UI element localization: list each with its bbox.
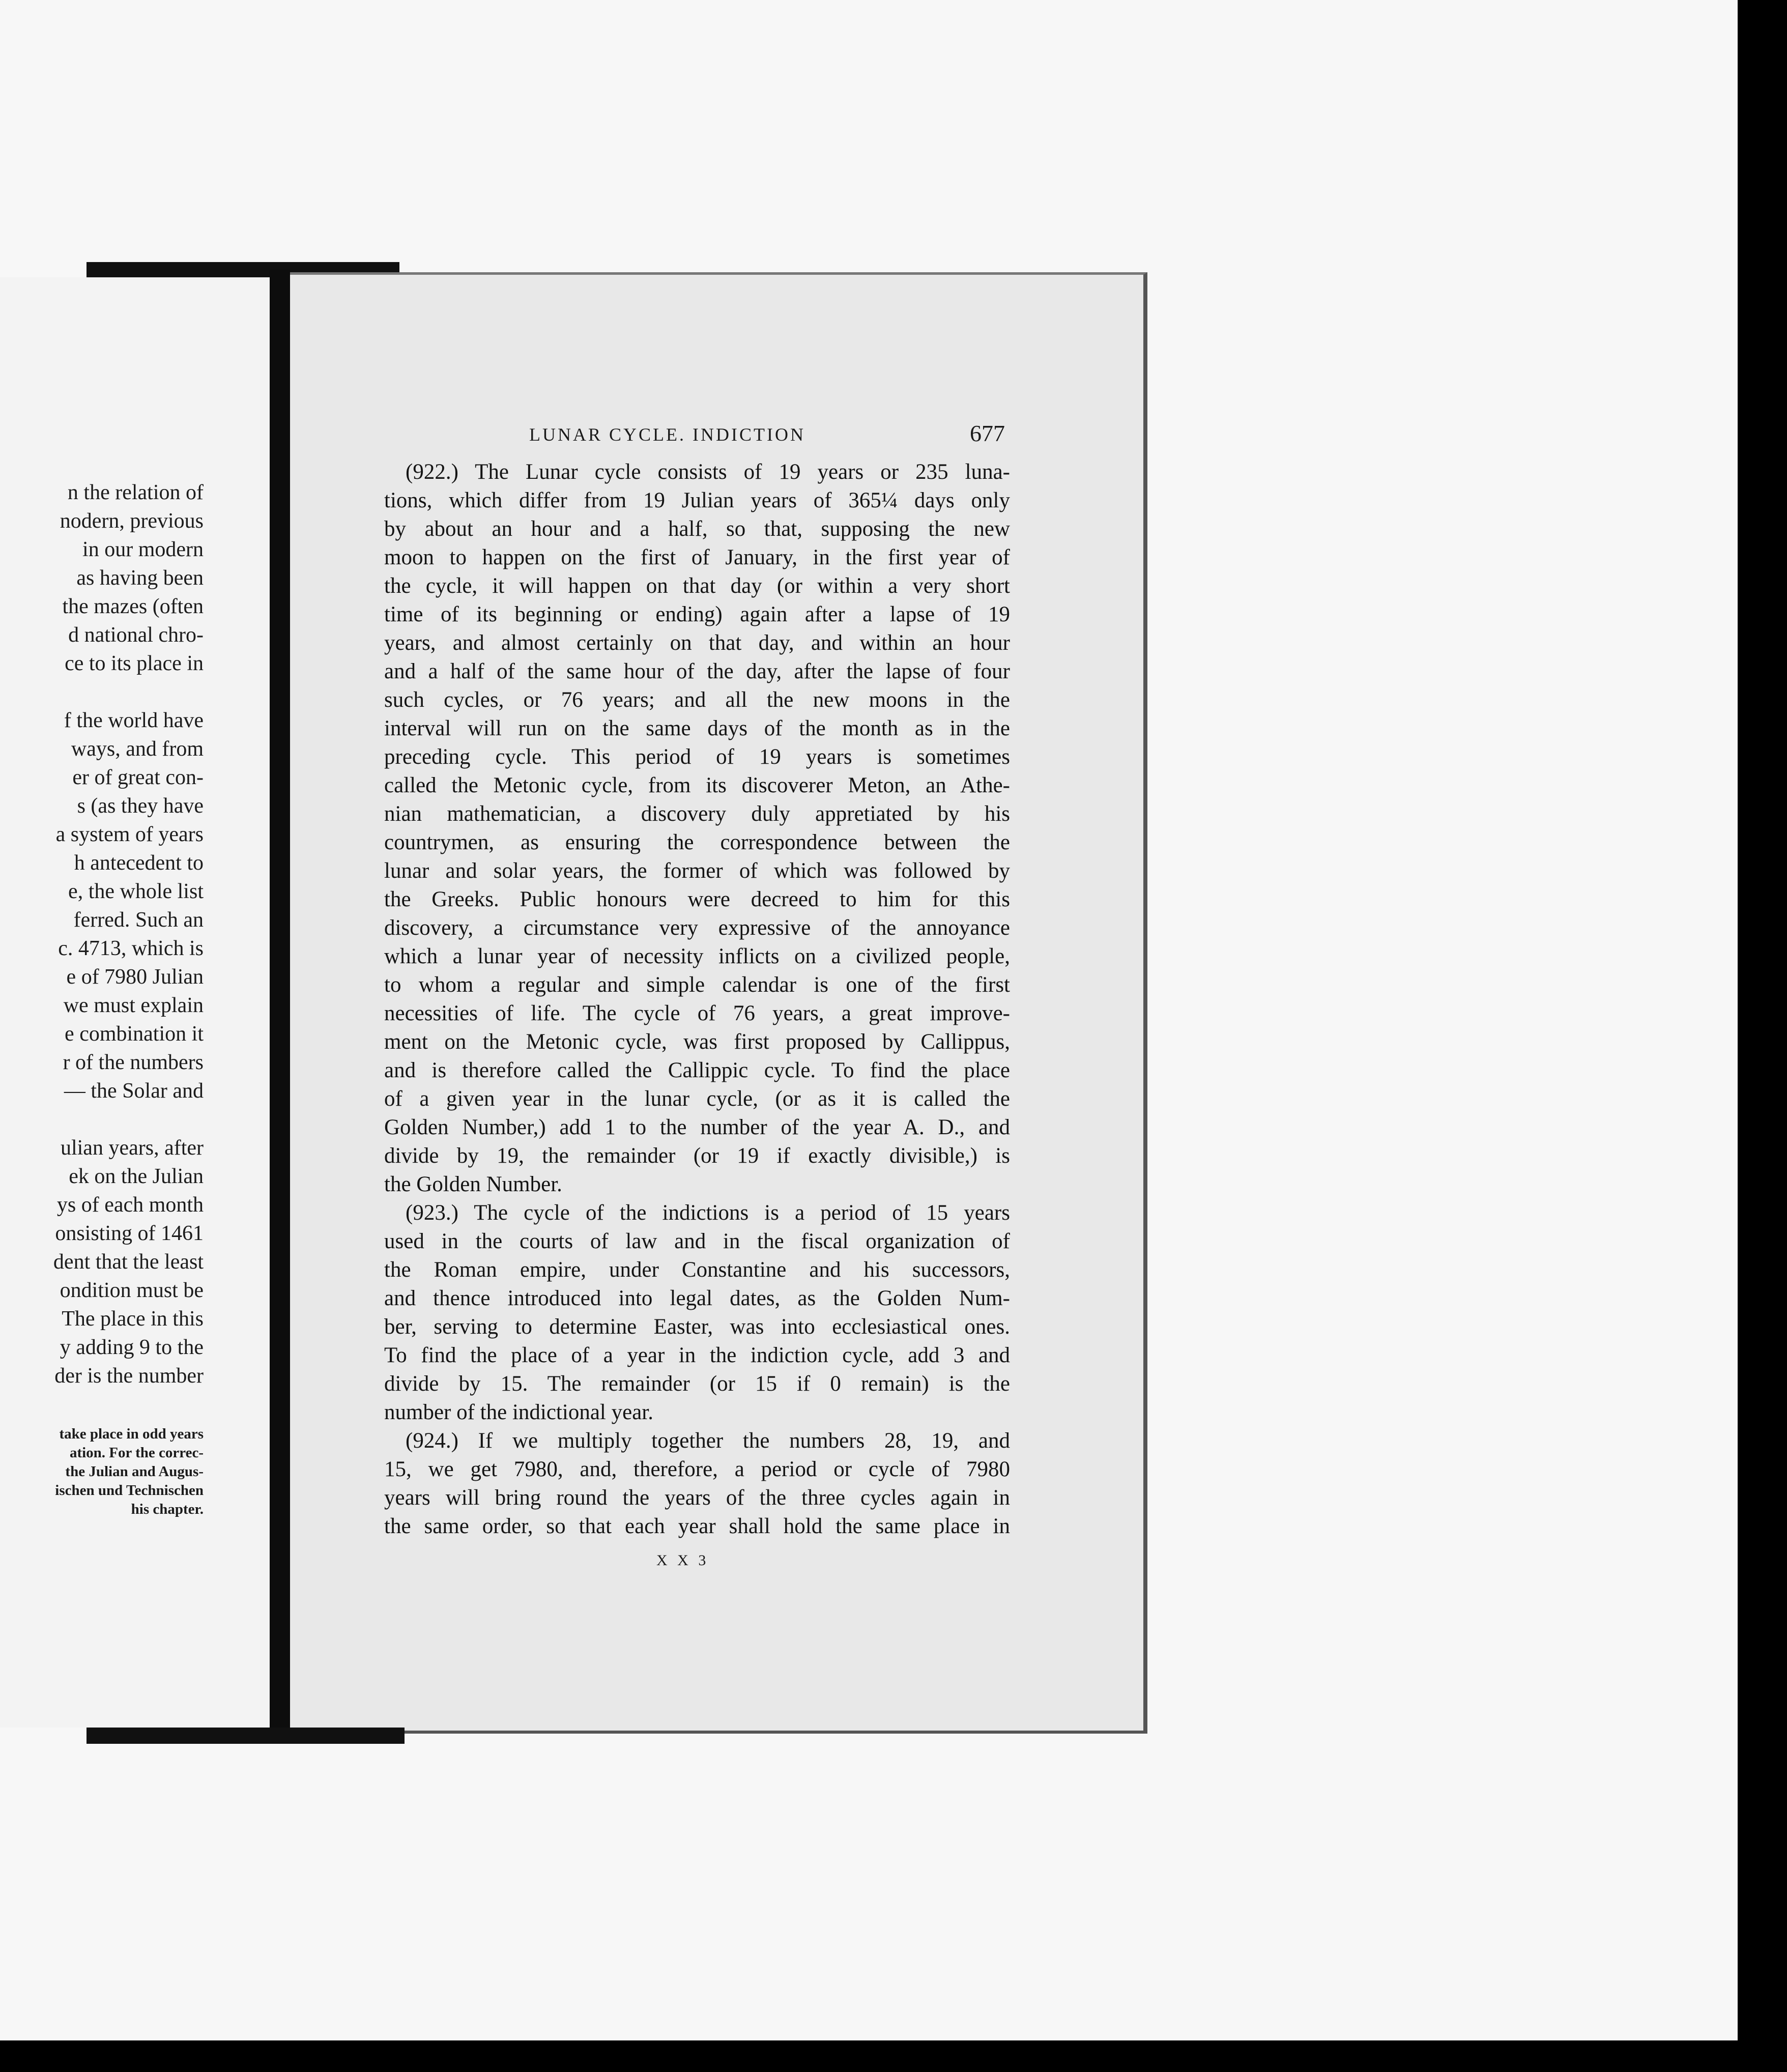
left-text-line: nodern, previous xyxy=(60,509,204,533)
text-line: of a given year in the lunar cycle, (or as it is called the xyxy=(384,1087,1010,1111)
left-text-line: r of the numbers xyxy=(63,1051,204,1074)
text-line: years, and almost certainly on that day, and within an hour xyxy=(384,631,1010,655)
text-line: discovery, a circumstance very expressive of the annoyance xyxy=(384,916,1010,940)
text-line: interval will run on the same days of the month as in the xyxy=(384,716,1010,740)
text-line: divide by 15. The remainder (or 15 if 0 remain) is the xyxy=(384,1372,1010,1396)
body-text xyxy=(384,458,1010,1541)
text-line: years will bring round the years of the three cycles again in xyxy=(384,1486,1010,1510)
left-page-footnote xyxy=(0,1425,204,1519)
page-number: 677 xyxy=(970,420,1005,446)
left-text-line: ondition must be xyxy=(60,1279,204,1302)
text-line: number of the indictional year. xyxy=(384,1400,653,1424)
left-text-line: y adding 9 to the xyxy=(60,1336,204,1359)
text-line: divide by 19, the remainder (or 19 if exactly divisible,) is xyxy=(384,1144,1010,1168)
text-line: ber, serving to determine Easter, was into ecclesiastical ones. xyxy=(384,1315,1010,1339)
left-text-line: c. 4713, which is xyxy=(58,937,204,960)
left-text-line xyxy=(0,1105,204,1134)
left-text-line: er of great con- xyxy=(72,766,204,789)
left-text-line: ce to its place in xyxy=(65,652,204,675)
text-line: necessities of life. The cycle of 76 years, a great improve- xyxy=(384,1001,1010,1025)
page-header xyxy=(387,420,1005,450)
text-line: To find the place of a year in the indiction cycle, add 3 and xyxy=(384,1343,1010,1367)
text-line: moon to happen on the first of January, in the first year of xyxy=(384,545,1010,569)
left-text-line: e combination it xyxy=(65,1022,204,1046)
text-line: to whom a regular and simple calendar is one of the first xyxy=(384,973,1010,997)
left-text-line: ys of each month xyxy=(56,1193,204,1217)
left-text-line xyxy=(0,678,204,706)
left-text-line: f the world have xyxy=(64,709,204,732)
text-line: and a half of the same hour of the day, after the lapse of four xyxy=(384,659,1010,683)
text-line: the Greeks. Public honours were decreed to him for this xyxy=(384,887,1010,911)
signature-mark: X X 3 xyxy=(656,1552,709,1569)
text-line: nian mathematician, a discovery duly appretiated by his xyxy=(384,802,1010,826)
book-gutter xyxy=(270,270,290,1740)
left-text-line: ulian years, after xyxy=(60,1136,204,1160)
text-line: the same order, so that each year shall hold the same place in xyxy=(384,1514,1010,1538)
text-line: used in the courts of law and in the fiscal organization of xyxy=(384,1229,1010,1253)
footnote-line: ischen und Technischen xyxy=(55,1482,204,1499)
left-text-line: h antecedent to xyxy=(74,851,204,875)
footnote-line: his chapter. xyxy=(131,1501,204,1517)
left-text-line: ferred. Such an xyxy=(73,908,204,932)
left-text-line: the mazes (often xyxy=(62,595,204,618)
text-line: lunar and solar years, the former of which was followed by xyxy=(384,859,1010,883)
text-line: called the Metonic cycle, from its discoverer Meton, an Athe- xyxy=(384,773,1010,797)
left-text-line: e, the whole list xyxy=(68,880,204,903)
left-text-line: we must explain xyxy=(63,994,204,1017)
text-line: time of its beginning or ending) again after a lapse of 19 xyxy=(384,602,1010,626)
text-line: (923.) The cycle of the indictions is a period of 15 years xyxy=(406,1201,1010,1225)
running-head: LUNAR CYCLE. INDICTION xyxy=(529,424,805,445)
text-line: (922.) The Lunar cycle consists of 19 years or 235 luna- xyxy=(406,460,1010,484)
text-line: and thence introduced into legal dates, as the Golden Num- xyxy=(384,1286,1010,1310)
text-line: preceding cycle. This period of 19 years is sometimes xyxy=(384,745,1010,769)
left-text-line: as having been xyxy=(76,566,204,590)
footnote-line: ation. For the correc- xyxy=(69,1445,204,1461)
text-line: the Roman empire, under Constantine and his successors, xyxy=(384,1258,1010,1282)
text-line: the Golden Number. xyxy=(384,1172,562,1196)
left-text-line: ek on the Julian xyxy=(69,1165,204,1188)
left-text-line: — the Solar and xyxy=(64,1079,204,1103)
left-text-line: d national chro- xyxy=(68,623,204,647)
text-line: by about an hour and a half, so that, supposing the new xyxy=(384,517,1010,541)
text-line: such cycles, or 76 years; and all the new moons in the xyxy=(384,688,1010,712)
text-line: ment on the Metonic cycle, was first proposed by Callippus, xyxy=(384,1030,1010,1054)
footnote-line: take place in odd years xyxy=(59,1426,204,1442)
text-line: (924.) If we multiply together the numbers 28, 19, and xyxy=(406,1429,1010,1453)
left-text-line: The place in this xyxy=(62,1307,204,1331)
left-page xyxy=(0,277,270,1728)
text-line: 15, we get 7980, and, therefore, a period or cycle of 7980 xyxy=(384,1457,1010,1481)
left-text-line: n the relation of xyxy=(67,481,204,504)
text-line: which a lunar year of necessity inflicts on a civilized people, xyxy=(384,944,1010,968)
film-edge-bottom xyxy=(87,1728,405,1744)
text-line: tions, which differ from 19 Julian years of 365¼ days only xyxy=(384,488,1010,512)
text-line: Golden Number,) add 1 to the number of the year A. D., and xyxy=(384,1115,1010,1139)
left-text-line: ways, and from xyxy=(71,737,204,761)
left-text-line: s (as they have xyxy=(77,794,204,818)
left-text-line: in our modern xyxy=(82,538,204,561)
text-line: countrymen, as ensuring the correspondence between the xyxy=(384,830,1010,854)
text-line: and is therefore called the Callippic cycle. To find the place xyxy=(384,1058,1010,1082)
left-text-line: a system of years xyxy=(55,823,204,846)
left-page-text xyxy=(0,478,204,1390)
left-text-line: onsisting of 1461 xyxy=(55,1222,204,1245)
text-line: the cycle, it will happen on that day (or within a very short xyxy=(384,574,1010,598)
left-text-line: e of 7980 Julian xyxy=(66,965,204,989)
left-text-line: dent that the least xyxy=(53,1250,204,1274)
left-text-line: der is the number xyxy=(54,1364,204,1388)
footnote-line: the Julian and Augus- xyxy=(65,1463,204,1480)
right-page xyxy=(290,272,1147,1734)
